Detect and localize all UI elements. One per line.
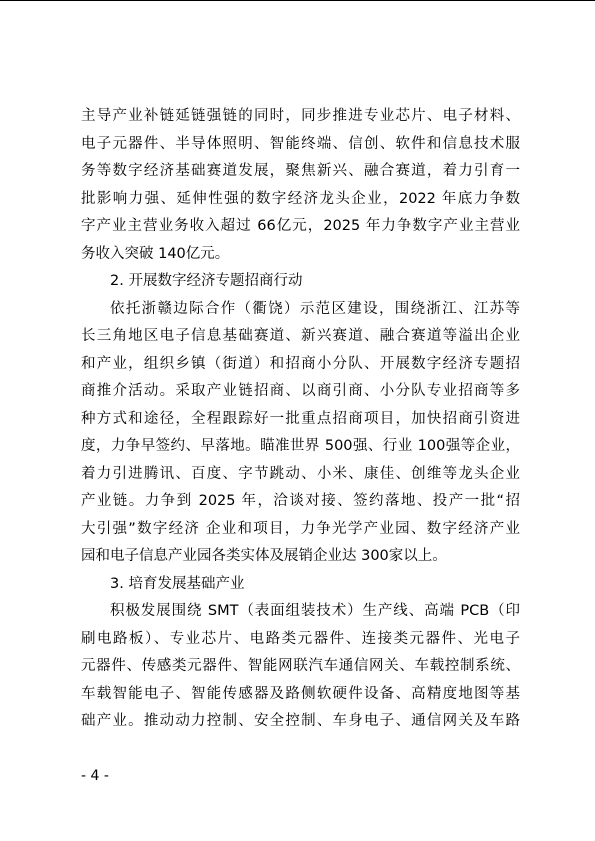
text-line: 电子元器件、半导体照明、智能终端、信创、软件和信息技术服 xyxy=(81,135,520,152)
text-line: 和产业，组织乡镇（街道）和招商小分队、开展数字经济专题招 xyxy=(81,355,520,372)
text-line: 度，力争早签约、早落地。瞄准世界 500强、行业 100强等企业， xyxy=(81,438,520,454)
text-line: 商推介活动。采取产业链招商、以商引商、小分队专业招商等多 xyxy=(81,383,520,399)
text-line: 刷电路板）、专业芯片、电路类元器件、连接类元器件、光电子 xyxy=(81,630,520,647)
text-line: 种方式和途径，全程跟踪好一批重点招商项目，加快招商引资进 xyxy=(81,410,520,427)
text-line: 础产业。推动动力控制、安全控制、车身电子、通信网关及车路 xyxy=(81,713,520,729)
text-line: 着力引进腾讯、百度、字节跳动、小米、康佳、创维等龙头企业 xyxy=(81,465,520,482)
text-line: 大引强”数字经济 企业和项目，力争光学产业园、数字经济产业 xyxy=(81,520,520,537)
text-line: 批影响力强、延伸性强的数字经济龙头企业，2022 年底力争数 xyxy=(81,190,520,207)
text-line-first: 依托浙赣边际合作（衢饶）示范区建设，围绕浙江、江苏等 xyxy=(110,300,520,317)
document-body xyxy=(81,103,520,736)
text-line: 产业链。力争到 2025 年，洽谈对接、签约落地、投产一批“招 xyxy=(81,493,520,509)
page-number: - 4 - xyxy=(81,768,109,784)
text-line: 车载智能电子、智能传感器及路侧软硬件设备、高精度地图等基 xyxy=(81,685,520,702)
text-line: 主导产业补链延链强链的同时，同步推进专业芯片、电子材料、 xyxy=(81,108,520,124)
text-line: 元器件、传感类元器件、智能网联汽车通信网关、车载控制系统、 xyxy=(81,658,520,674)
top-border-line xyxy=(0,0,595,1)
text-line-last: 园和电子信息产业园各类实体及展销企业达 300家以上。 xyxy=(81,548,447,564)
section-heading: 2. 开展数字经济专题招商行动 xyxy=(110,273,303,289)
text-line-last: 务收入突破 140亿元。 xyxy=(81,245,230,262)
text-line: 务等数字经济基础赛道发展，聚焦新兴、融合赛道，着力引育一 xyxy=(81,163,520,179)
text-line: 长三角地区电子信息基础赛道、新兴赛道、融合赛道等溢出企业 xyxy=(81,328,520,344)
text-line-first: 积极发展围绕 SMT（表面组装技术）生产线、高端 PCB（印 xyxy=(110,603,520,619)
text-line: 字产业主营业务收入超过 66亿元，2025 年力争数字产业主营业 xyxy=(81,218,520,234)
section-heading: 3. 培育发展基础产业 xyxy=(110,575,245,592)
